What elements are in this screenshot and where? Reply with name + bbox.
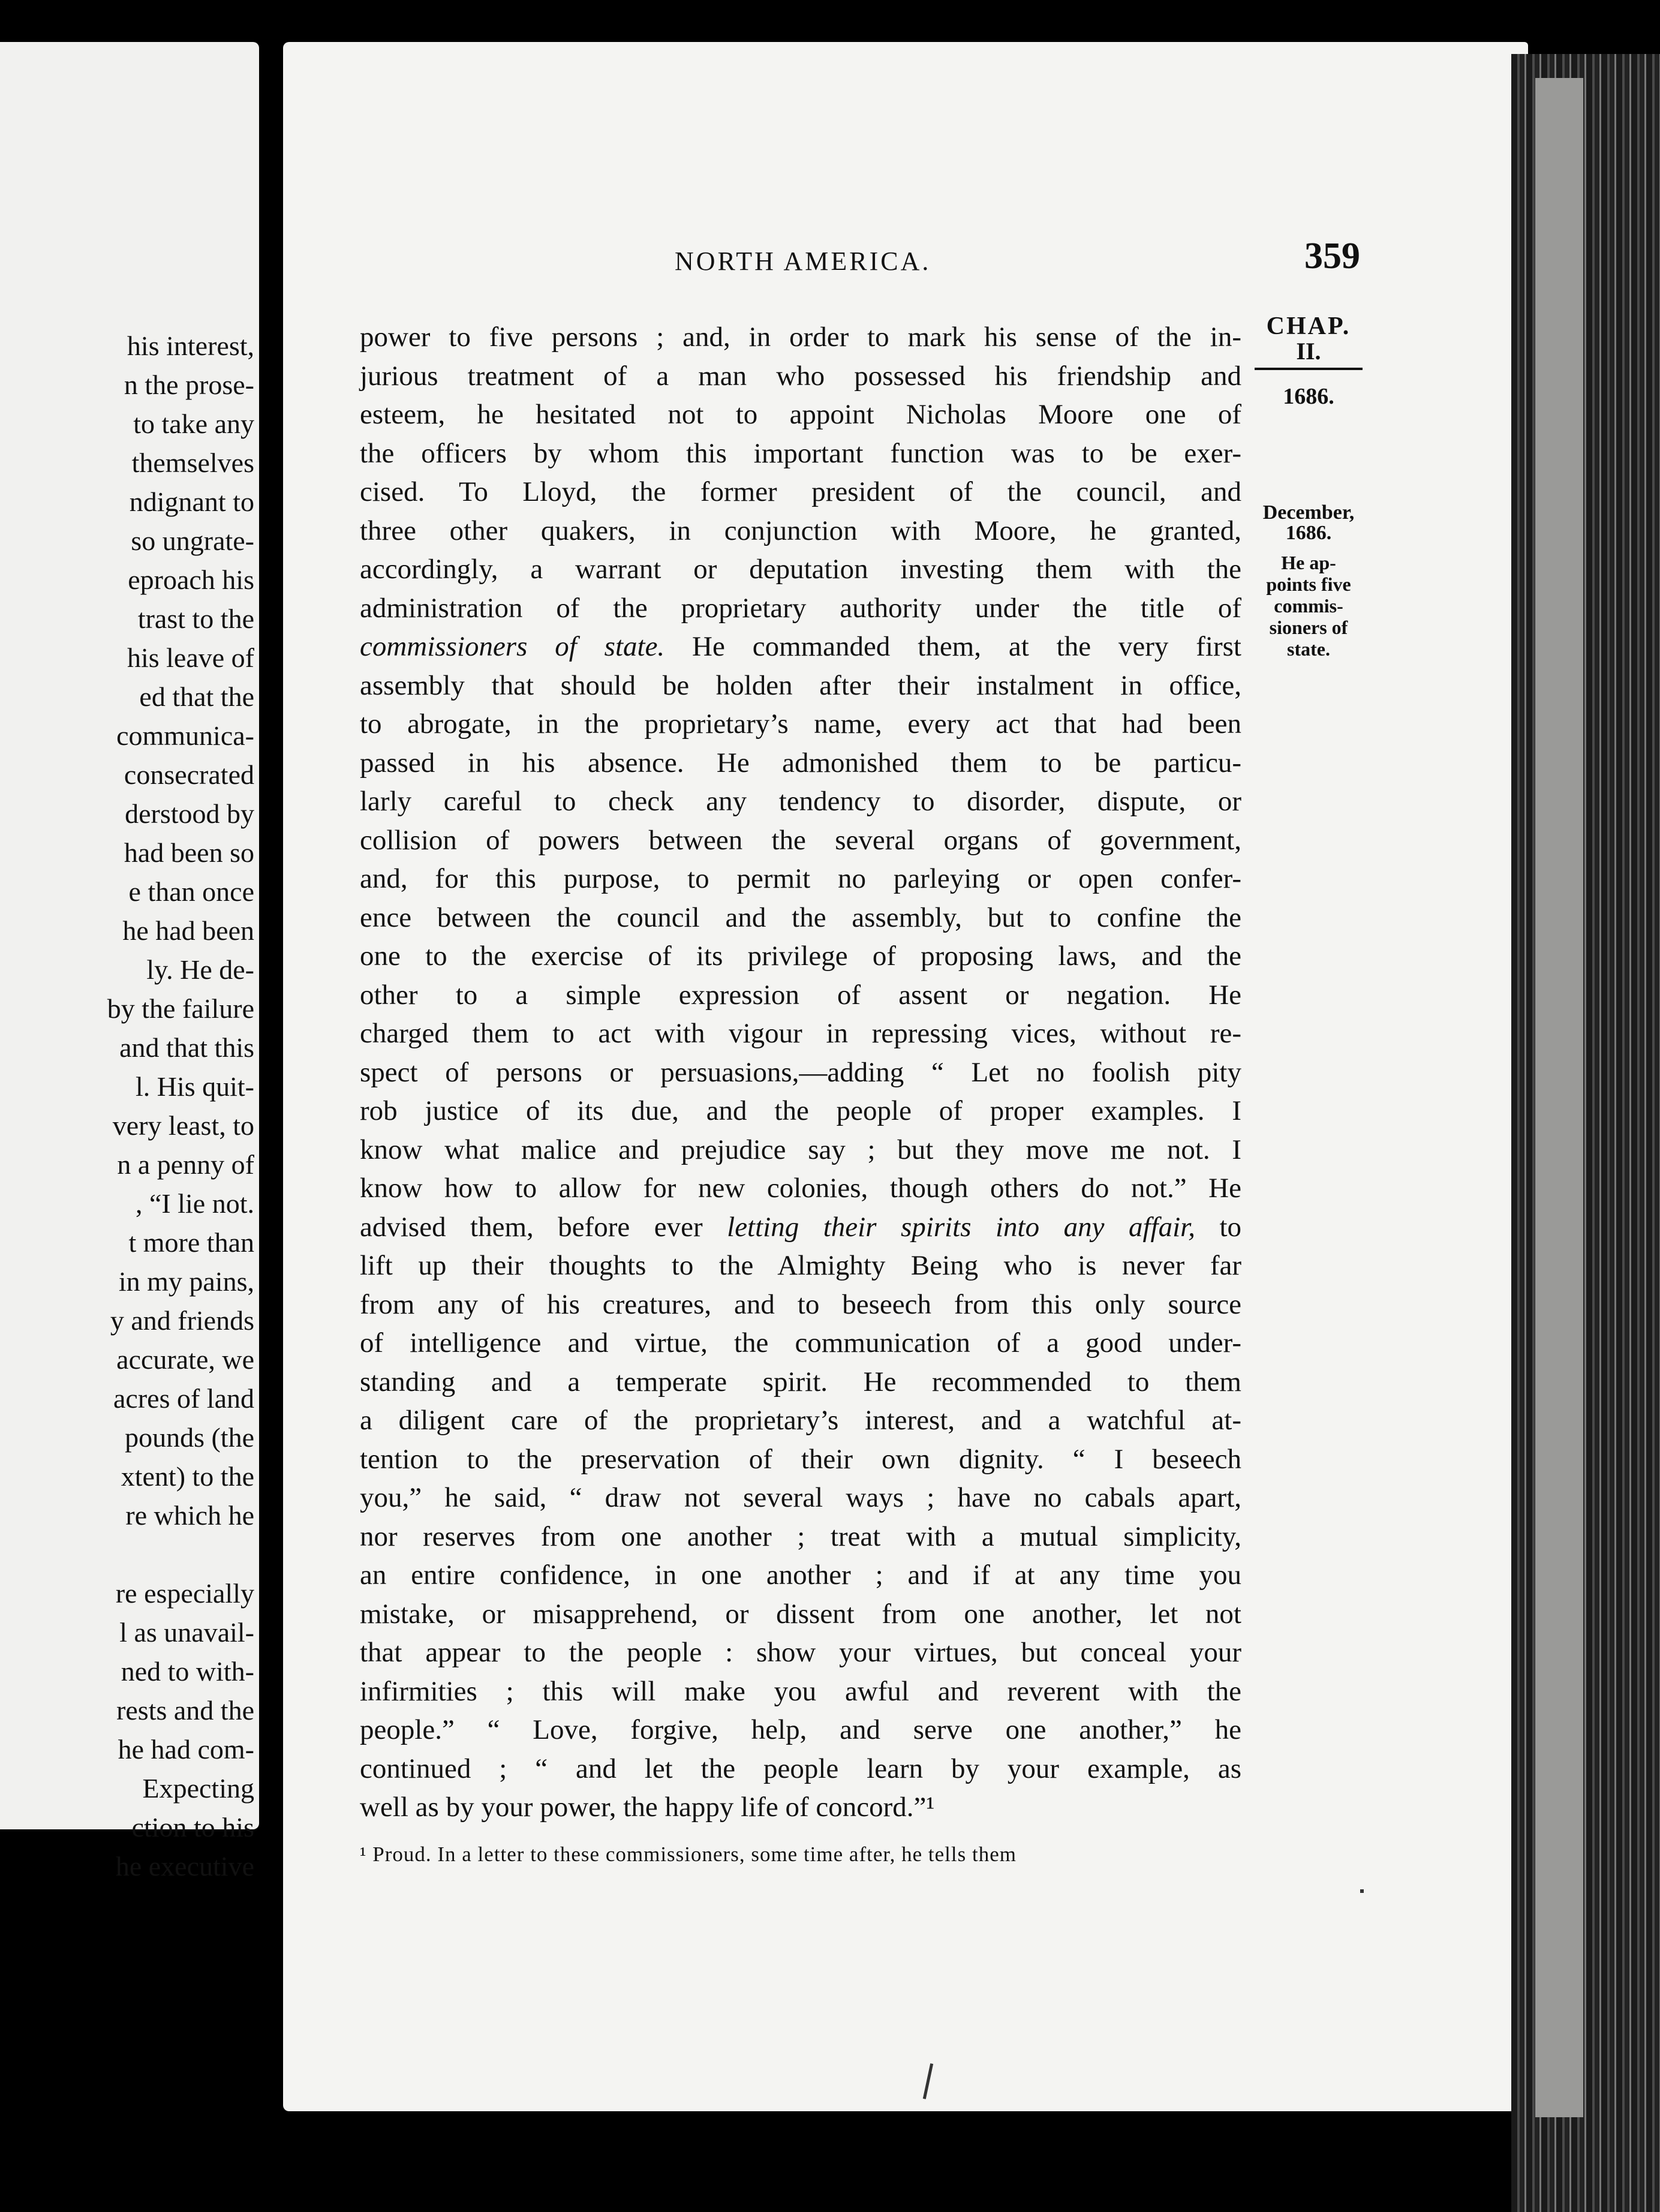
body-line: larly careful to check any tendency to disorder, dispute, or bbox=[360, 786, 1241, 817]
body-line: power to five persons ; and, in order to mark his sense of the in- bbox=[360, 321, 1241, 353]
previous-page-line: y and friends bbox=[110, 1305, 254, 1336]
previous-page-line: very least, to bbox=[112, 1110, 254, 1141]
body-line: passed in his absence. He admonished them to be particu- bbox=[360, 747, 1241, 779]
previous-page-line: Expecting bbox=[142, 1773, 254, 1804]
previous-page-line: derstood by bbox=[125, 798, 254, 829]
previous-page-line: l. His quit- bbox=[135, 1071, 254, 1102]
margin-note-line: state. bbox=[1287, 638, 1330, 660]
previous-page-line: re which he bbox=[125, 1500, 254, 1531]
previous-page-text bbox=[0, 326, 254, 1886]
body-line: well as by your power, the happy life of concord.”¹ bbox=[360, 1792, 935, 1823]
previous-page-line: e than once bbox=[128, 876, 254, 907]
body-line: the officers by whom this important function was to be exer- bbox=[360, 437, 1241, 469]
page-header bbox=[360, 204, 1360, 276]
body-line: esteem, he hesitated not to appoint Nicholas Moore one of bbox=[360, 399, 1241, 430]
body-line: administration of the proprietary authority under the title of bbox=[360, 592, 1241, 624]
body-line: you,” he said, “ draw not several ways ; have no cabals apart, bbox=[360, 1482, 1241, 1513]
previous-page-line: eproach his bbox=[128, 564, 254, 595]
previous-page-line: acres of land bbox=[113, 1383, 254, 1414]
previous-page-line: and that this bbox=[119, 1032, 254, 1063]
body-line: three other quakers, in conjunction with Moore, he granted, bbox=[360, 515, 1241, 546]
book-gutter bbox=[259, 0, 283, 2212]
body-line: mistake, or misapprehend, or dissent from one another, let not bbox=[360, 1598, 1241, 1630]
margin-notes bbox=[1249, 312, 1369, 660]
body-line: an entire confidence, in one another ; and if at any time you bbox=[360, 1559, 1241, 1591]
body-line: infirmities ; this will make you awful and reverent with the bbox=[360, 1675, 1241, 1707]
body-line: that appear to the people : show your virtues, but conceal your bbox=[360, 1637, 1241, 1668]
chapter-number: II. bbox=[1296, 338, 1321, 365]
margin-date-year: 1686. bbox=[1285, 522, 1332, 544]
previous-page-line: accurate, we bbox=[116, 1344, 254, 1375]
previous-page-line: ction to his bbox=[131, 1812, 254, 1843]
body-line: to abrogate, in the proprietary’s name, every act that had been bbox=[360, 708, 1241, 740]
body-line: collision of powers between the several organs of government, bbox=[360, 824, 1241, 856]
previous-page-line bbox=[0, 1535, 254, 1574]
previous-page-line: ly. He de- bbox=[146, 954, 254, 985]
body-line: assembly that should be holden after their instalment in office, bbox=[360, 669, 1241, 701]
scan-speck bbox=[1360, 1889, 1364, 1893]
chapter-label: CHAP. bbox=[1266, 312, 1351, 340]
margin-year: 1686. bbox=[1283, 384, 1334, 409]
previous-page-line: l as unavail- bbox=[119, 1617, 254, 1648]
previous-page-line: so ungrate- bbox=[131, 525, 254, 556]
previous-page-line: had been so bbox=[124, 837, 254, 868]
body-line: of intelligence and virtue, the communication of a good under- bbox=[360, 1327, 1241, 1359]
previous-page-line: communica- bbox=[116, 720, 254, 751]
body-line: rob justice of its due, and the people of proper examples. I bbox=[360, 1095, 1241, 1126]
body-line: cised. To Lloyd, the former president of the council, and bbox=[360, 476, 1241, 507]
previous-page-line: ndignant to bbox=[129, 486, 254, 517]
previous-page-line: to take any bbox=[133, 408, 254, 439]
margin-date bbox=[1249, 503, 1369, 543]
body-line: from any of his creatures, and to beseech from this only source bbox=[360, 1288, 1241, 1320]
body-line: jurious treatment of a man who possessed his friendship and bbox=[360, 360, 1241, 392]
previous-page-line: consecrated bbox=[124, 759, 254, 790]
body-line: know how to allow for new colonies, though others do not.” He bbox=[360, 1173, 1241, 1204]
margin-note-line: sioners of bbox=[1269, 617, 1348, 638]
body-line: advised them, before ever letting their spirits into any affair, to bbox=[360, 1211, 1241, 1243]
body-line: tention to the preservation of their own dignity. “ I beseech bbox=[360, 1443, 1241, 1475]
previous-page-line: his interest, bbox=[127, 330, 254, 361]
previous-page-line: trast to the bbox=[137, 603, 254, 634]
body-line: people.” “ Love, forgive, help, and serve one another,” he bbox=[360, 1714, 1241, 1745]
body-line: standing and a temperate spirit. He recommended to them bbox=[360, 1366, 1241, 1397]
previous-page-line: ed that the bbox=[139, 681, 254, 712]
body-line: spect of persons or persuasions,—adding “ Let no foolish pity bbox=[360, 1056, 1241, 1088]
margin-date-month: December, bbox=[1262, 501, 1355, 524]
footnote: ¹ Proud. In a letter to these commissioners, some time after, he tells them bbox=[360, 1843, 1017, 1866]
page-edges bbox=[1511, 54, 1660, 2212]
previous-page bbox=[0, 42, 259, 1882]
body-line: know what malice and prejudice say ; but they move me not. I bbox=[360, 1134, 1241, 1165]
body-line: one to the exercise of its privilege of proposing laws, and the bbox=[360, 940, 1241, 972]
body-line: accordingly, a warrant or deputation investing them with the bbox=[360, 554, 1241, 585]
page-number: 359 bbox=[1304, 236, 1360, 276]
running-head: NORTH AMERICA. bbox=[675, 247, 931, 276]
margin-note-line: commis- bbox=[1274, 595, 1343, 617]
previous-page-line: by the failure bbox=[107, 993, 254, 1024]
previous-page-line: in my pains, bbox=[118, 1266, 254, 1297]
previous-page-line: n a penny of bbox=[117, 1149, 254, 1180]
previous-page-line: he had been bbox=[122, 915, 254, 946]
previous-page-line: ned to with- bbox=[121, 1656, 254, 1687]
body-line: charged them to act with vigour in repressing vices, without re- bbox=[360, 1018, 1241, 1049]
body-line: a diligent care of the proprietary’s interest, and a watchful at- bbox=[360, 1405, 1241, 1436]
previous-page-line: xtent) to the bbox=[121, 1461, 254, 1492]
body-line: nor reserves from one another ; treat with a mutual simplicity, bbox=[360, 1520, 1241, 1552]
body-line: commissioners of state. He commanded them, at the very first bbox=[360, 631, 1241, 662]
margin-note-line: points five bbox=[1266, 573, 1351, 595]
previous-page-line: re especially bbox=[115, 1578, 254, 1609]
previous-page-line: pounds (the bbox=[125, 1422, 254, 1453]
body-line: continued ; “ and let the people learn by your example, as bbox=[360, 1753, 1241, 1784]
previous-page-line: themselves bbox=[131, 447, 254, 478]
previous-page-line: he had com- bbox=[118, 1734, 254, 1765]
previous-page-line: t more than bbox=[128, 1227, 254, 1258]
body-line: ence between the council and the assembly, but to confine the bbox=[360, 901, 1241, 933]
previous-page-line: his leave of bbox=[127, 642, 254, 673]
previous-page-line: n the prose- bbox=[124, 369, 254, 400]
previous-page-line: he executive bbox=[115, 1851, 254, 1882]
chapter-rule bbox=[1255, 368, 1363, 370]
margin-note-line: He ap- bbox=[1281, 552, 1336, 573]
previous-page-line: , “I lie not. bbox=[136, 1188, 254, 1219]
body-line: lift up their thoughts to the Almighty Being who is never far bbox=[360, 1250, 1241, 1281]
margin-note bbox=[1249, 552, 1369, 660]
body-line: and, for this purpose, to permit no parleying or open confer- bbox=[360, 863, 1241, 894]
previous-page-line: rests and the bbox=[116, 1695, 254, 1726]
body-text bbox=[360, 318, 1241, 1827]
body-line: other to a simple expression of assent or negation. He bbox=[360, 979, 1241, 1011]
